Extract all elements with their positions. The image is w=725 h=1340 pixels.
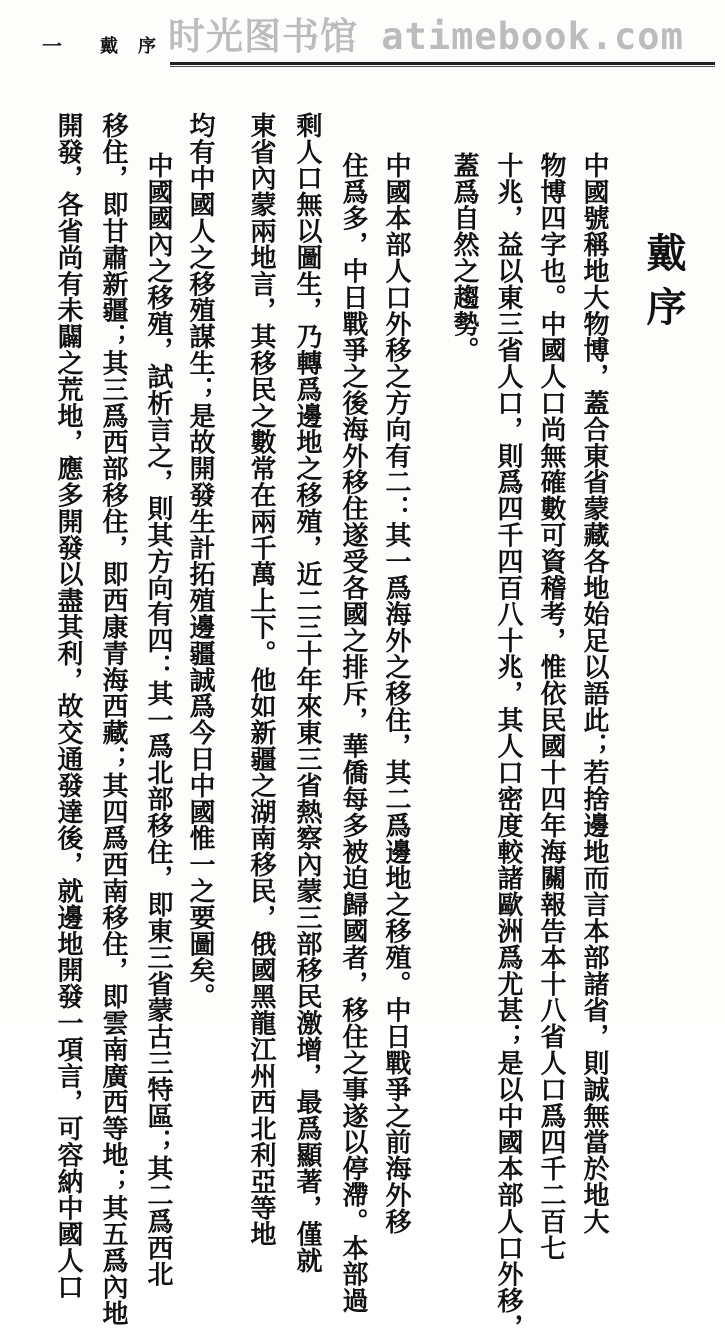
page-number: 一 — [42, 34, 62, 58]
text-column-3: 十兆，益以東三省人口，則爲四千四百八十兆，其人口密度較諸歐洲爲尤甚；是以中國本部人口外移， — [493, 152, 523, 1340]
text-column-5: 中國本部人口外移之方向有二：其一爲海外之移住，其二爲邊地之移殖。中日戰爭之前海外移 — [381, 152, 411, 1235]
text-column-9: 均有中國人之移殖謀生；是故開發生計拓殖邊疆誠爲今日中國惟一之要圖矣。 — [185, 112, 215, 1010]
text-column-2: 物博四字也。中國人口尚無確數可資稽考，惟依民國十四年海關報告本十八省人口爲四千二百七 — [536, 152, 566, 1261]
text-column-1: 中國號稱地大物博，蓋合東省蒙藏各地始足以語此；若捨邊地而言本部諸省，則誠無當於地大 — [579, 152, 609, 1235]
text-column-12: 開發，各省尚有未闢之荒地，應多開發以盡其利，故交通發達後，就邊地開發一項言，可容納中國人口 — [53, 112, 83, 1300]
text-column-6: 住爲多，中日戰爭之後海外移住遂受各國之排斥，華僑每多被迫歸國者，移住之事遂以停滯。本部過 — [338, 152, 368, 1314]
watermark-text: 时光图书馆 atimebook.com — [168, 15, 684, 58]
header-rule — [170, 62, 715, 65]
running-header-title: 戴序 — [100, 36, 176, 57]
text-column-11: 移住，即甘肅新疆；其三爲西部移住，即西康青海西藏；其四爲西南移住，即雲南廣西等地；其五爲內地 — [98, 112, 128, 1327]
header-rule-thin — [170, 66, 715, 67]
text-column-8: 東省內蒙兩地言，其移民之數常在兩千萬上下。他如新疆之湖南移民，俄國黑龍江州西北利亞等地 — [246, 112, 276, 1248]
text-column-4: 蓋爲自然之趨勢。 — [449, 152, 479, 364]
text-column-10: 中國國內之移殖，試析言之，則其方向有四：其一爲北部移住，即東三省蒙古三特區；其二爲西北 — [143, 152, 173, 1288]
text-column-7: 剩人口無以圖生，乃轉爲邊地之移殖，近二三十年來東三省熱察內蒙三部移民激增，最爲顯著，僅就 — [292, 112, 322, 1274]
preface-title: 戴序 — [640, 232, 687, 340]
